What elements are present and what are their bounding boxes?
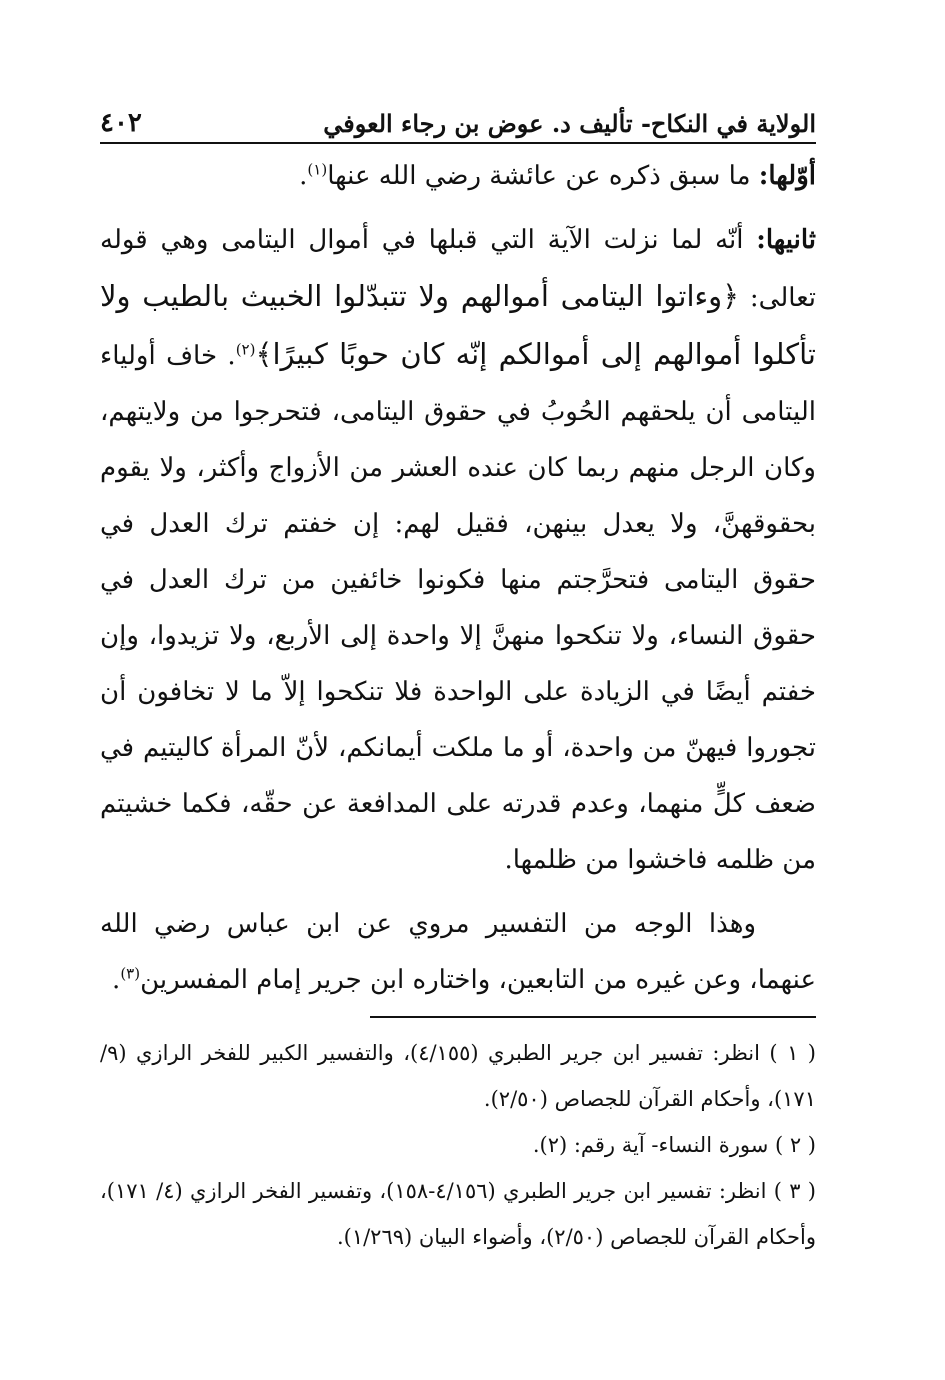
paragraph-lead: ثانيها: [756,225,816,255]
paragraph-second-reason [100,212,816,888]
paragraph-text: وهذا الوجه من التفسير مروي عن ابن عباس رضي الله عنهما، وعن غيره من التابعين، واختاره ابن جرير إمام المفسرين [100,909,816,995]
paragraph-attribution [100,896,816,1008]
paragraph-lead: أوّلها: [758,161,816,191]
footnote-2: ( ٢ ) سورة النساء- آية رقم: (٢). [532,1133,816,1157]
footnote-divider [370,1016,816,1018]
paragraph-text: ما سبق ذكره عن عائشة رضي الله عنها [327,161,759,191]
footnote-3: ( ٣ ) انظر: تفسير ابن جرير الطبري (٤/١٥٦-١٥٨)، وتفسير الفخر الرازي (٤/ ١٧١)، وأحكام القرآن للجصاص (٢/٥٠)، وأضواء البيان (١/٢٦٩). [100,1179,816,1249]
main-text [100,148,816,1016]
header-divider [100,142,816,144]
footnote-ref[interactable]: (٣) [120,964,141,983]
paragraph-end: . [299,161,308,191]
paragraph-end: . [112,965,121,995]
paragraph-first-reason [100,148,816,204]
quran-verse: ﴿وءاتوا اليتامى أموالهم ولا تتبدّلوا الخبيث بالطيب ولا تأكلوا أموالهم إلى أموالكم إنّه كان حوبًا كبيرًا﴾ [100,279,816,371]
running-header [100,98,816,138]
page-number: ٤٠٢ [100,108,142,138]
header-title: الولاية في النكاح- تأليف د. عوض بن رجاء العوفي [323,109,816,138]
footnote-ref[interactable]: (١) [307,160,328,179]
paragraph-text: أنّه لما نزلت الآية التي قبلها في أموال اليتامى وهي قوله تعالى: [100,225,816,313]
footnotes [100,1030,816,1260]
footnote-1: ( ١ ) انظر: تفسير ابن جرير الطبري (٤/١٥٥)، والتفسير الكبير للفخر الرازي (٩/ ١٧١)، وأحكام القرآن للجصاص (٢/٥٠). [100,1041,816,1111]
paragraph-text: . خاف أولياء اليتامى أن يلحقهم الحُوبُ في حقوق اليتامى، فتحرجوا من ولايتهم، وكان الرجل منهم ربما كان عنده العشر من الأزواج وأكثر، ولا يقوم بحقوقهنَّ، ولا يعدل بينهن، فقيل لهم: إن خفتم ترك العدل في حقوق اليتامى فتحرَّجتم منها فكونوا خائفين من ترك العدل في حقوق النساء، ولا تنكحوا منهنَّ إلا واحدة إلى الأربع، ولا تزيدوا، وإن خفتم أيضًا في الزيادة على الواحدة فلا تنكحوا إلاّ ما لا تخافون أن تجوروا فيهنّ من واحدة، أو ما ملكت أيمانكم، لأنّ المرأة كاليتيم في ضعف كلٍّ منهما، وعدم قدرته على المدافعة عن حقّه، فكما خشيتم من ظلمه فاخشوا من ظلمها. [100,341,816,875]
footnote-ref[interactable]: (٢) [235,340,256,359]
